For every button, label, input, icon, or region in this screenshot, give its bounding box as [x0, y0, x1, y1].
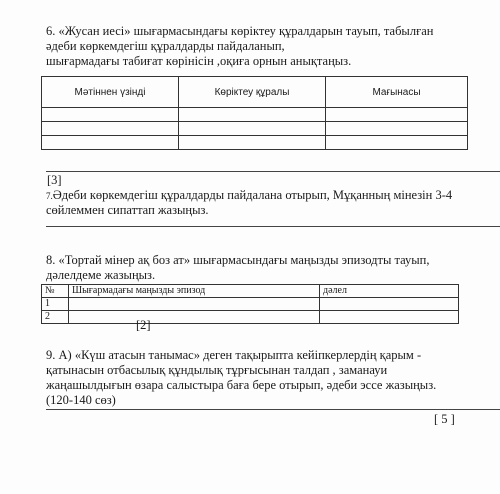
q9-score: [ 5 ] — [434, 412, 455, 426]
q9-text-line3: жаңашылдығын өзара салыстыра баға бере отырып, әдеби эссе жазыңыз. — [46, 378, 437, 392]
table-row — [42, 136, 468, 150]
table-row — [42, 298, 459, 311]
q6-table — [41, 76, 468, 150]
q8-text-line1: 8. «Тортай мінер ақ боз ат» шығармасындағы маңызды эпизодты тауып, — [46, 253, 430, 267]
row-number: 1 — [42, 298, 69, 311]
q8-col-number: № — [42, 285, 69, 298]
q7-text-line1 — [46, 188, 452, 204]
q6-col-meaning: Мағынасы — [326, 77, 468, 108]
row-number: 2 — [42, 311, 69, 324]
q8-col-evidence: дәлел — [320, 285, 459, 298]
q7-text-line2: сөйлеммен сипаттап жазыңыз. — [46, 203, 209, 217]
q6-score: [3] — [47, 173, 62, 187]
q7-number: 7. — [46, 191, 53, 201]
q6-col-excerpt: Мәтіннен үзінді — [42, 77, 179, 108]
q6-text-line2: әдеби көркемдегіш құралдарды пайдаланып, — [46, 39, 285, 53]
answer-line — [46, 171, 500, 172]
table-row — [42, 311, 459, 324]
answer-line — [46, 409, 500, 410]
q8-score: [2] — [136, 318, 151, 332]
q9-text-line4: (120-140 сөз) — [46, 393, 116, 407]
answer-line — [46, 226, 500, 227]
q9-text-line2: қатынасын отбасылық құндылық тұрғысынан талдап , заманауи — [46, 363, 388, 377]
table-row — [42, 122, 468, 136]
q6-text-line3: шығармадағы табиғат көрінісін ,оқиға орнын анықтаңыз. — [46, 54, 352, 68]
q9-text-line1: 9. А) «Күш атасын танымас» деген тақырыпта кейіпкерлердің қарым - — [46, 348, 422, 362]
q8-table — [41, 284, 459, 324]
q6-col-device: Көріктеу құралы — [179, 77, 326, 108]
table-row — [42, 108, 468, 122]
q8-text-line2: дәлелдеме жазыңыз. — [46, 268, 156, 282]
q6-text-line1: 6. «Жусан иесі» шығармасындағы көріктеу құралдарын тауып, табылған — [46, 24, 434, 38]
q8-col-episode: Шығармадағы маңызды эпизод — [69, 285, 320, 298]
q7-text: Әдеби көркемдегіш құралдарды пайдалана отырып, Мұқанның мінезін 3-4 — [52, 188, 453, 202]
